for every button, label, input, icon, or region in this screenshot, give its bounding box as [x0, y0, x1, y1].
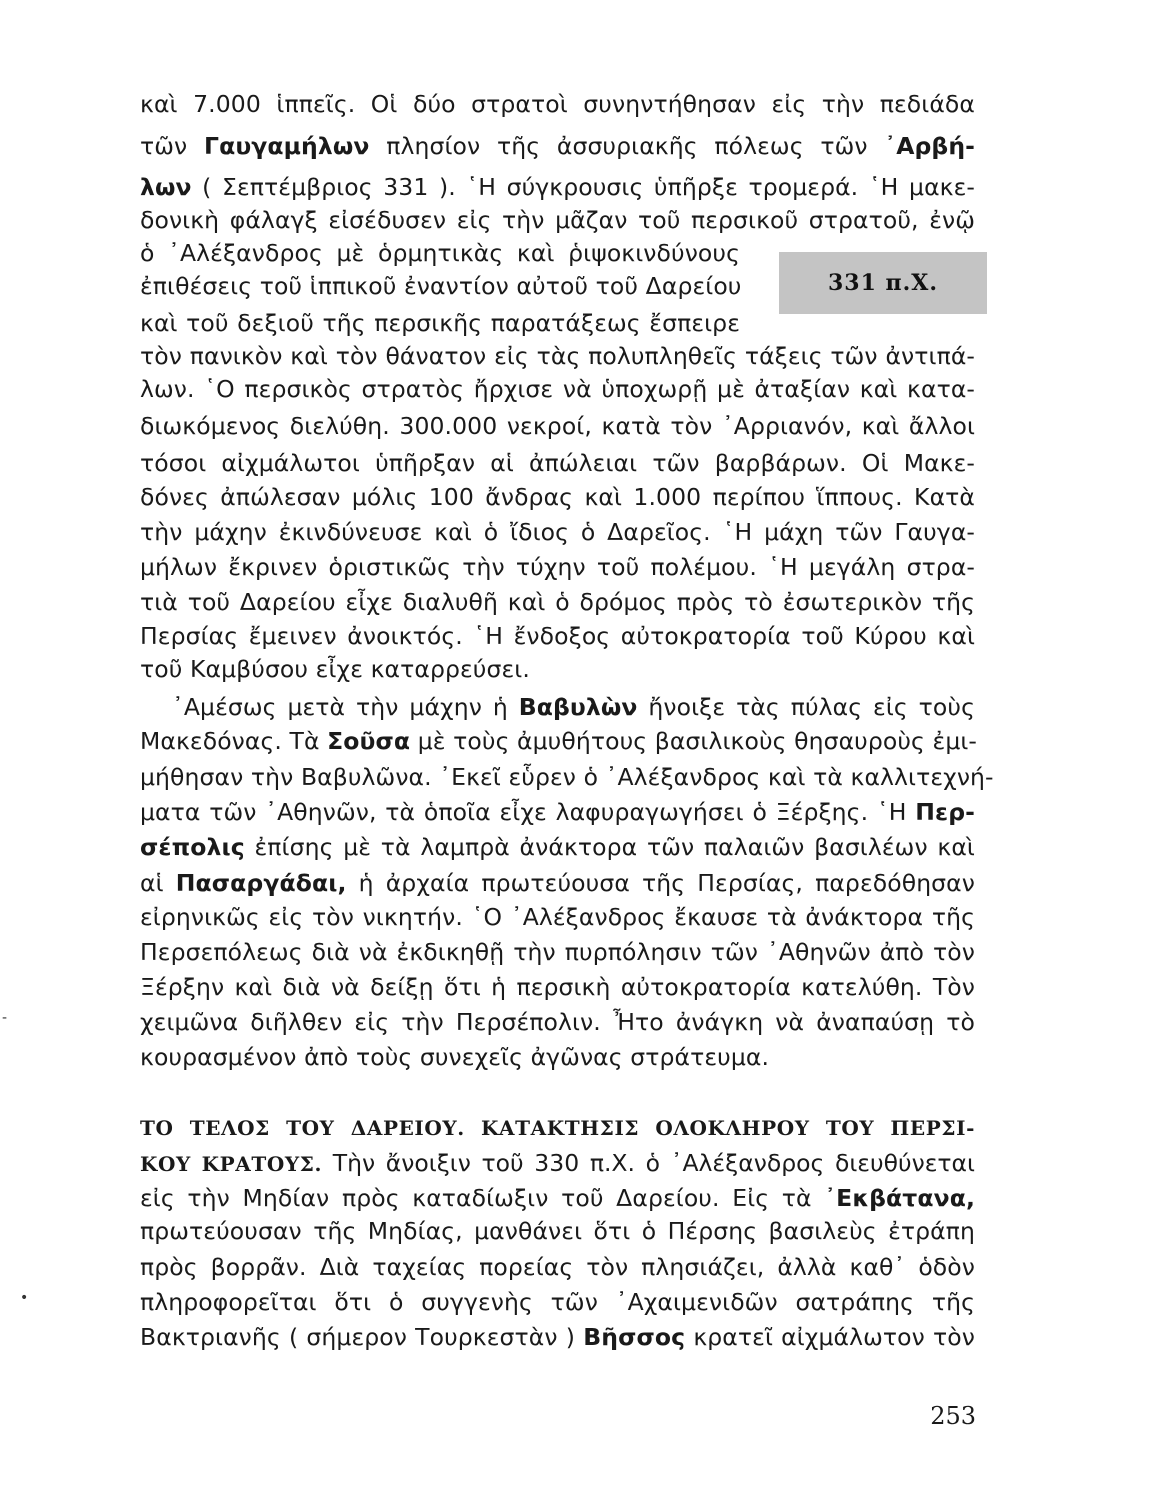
text-line: ᾿Αμέσως μετὰ τὴν μάχην ἡ Βαβυλὼν ἤνοιξε τὰς πύλας εἰς τοὺς — [172, 693, 976, 721]
text-line: τὸν πανικὸν καὶ τὸν θάνατον εἰς τὰς πολυπληθεῖς τάξεις τῶν ἀντιπά- — [140, 342, 975, 370]
place-name: Περ- — [915, 798, 975, 826]
text-line: λων. ῾Ο περσικὸς στρατὸς ἤρχισε νὰ ὑποχωρῇ μὲ ἀταξίαν καὶ κατα- — [140, 375, 975, 403]
text-line: κουρασμένον ἀπὸ τοὺς συνεχεῖς ἀγῶνας στράτευμα. — [140, 1043, 770, 1071]
side-date-box: 331 π.Χ. — [779, 252, 987, 314]
text-line: πρὸς βορρᾶν. Διὰ ταχείας πορείας τὸν πλησιάζει, ἀλλὰ καθ᾿ ὁδὸν — [140, 1253, 975, 1281]
text-line: δόνες ἀπώλεσαν μόλις 100 ἄνδρας καὶ 1.000 περίπου ἵππους. Κατὰ — [140, 483, 975, 511]
page-number: 253 — [930, 1402, 976, 1430]
text-line: μήλων ἔκρινεν ὁριστικῶς τὴν τύχην τοῦ πολέμου. ῾Η μεγάλη στρα- — [140, 553, 975, 581]
text-line: αἱ Πασαργάδαι, ἡ ἀρχαία πρωτεύουσα τῆς Περσίας, παρεδόθησαν — [140, 869, 975, 897]
text-line: πληροφορεῖται ὅτι ὁ συγγενὴς τῶν ᾿Αχαιμενιδῶν σατράπης τῆς — [140, 1288, 975, 1316]
text-line: τὴν μάχην ἐκινδύνευσε καὶ ὁ ἴδιος ὁ Δαρεῖος. ῾Η μάχη τῶν Γαυγα- — [140, 518, 975, 546]
text-line: Ξέρξην καὶ διὰ νὰ δείξῃ ὅτι ἡ περσικὴ αὐτοκρατορία κατελύθη. Τὸν — [140, 973, 975, 1001]
text-line: πρωτεύουσαν τῆς Μηδίας, μανθάνει ὅτι ὁ Πέρσης βασιλεὺς ἐτράπη — [140, 1217, 975, 1245]
text-line: Περσίας ἔμεινεν ἀνοικτός. ῾Η ἔνδοξος αὐτοκρατορία τοῦ Κύρου καὶ — [140, 622, 975, 650]
text-line: τοῦ Καμβύσου εἶχε καταρρεύσει. — [140, 655, 530, 683]
text-line: εἰρηνικῶς εἰς τὸν νικητήν. ῾Ο ᾿Αλέξανδρος ἔκαυσε τὰ ἀνάκτορα τῆς — [140, 903, 975, 931]
text-line: χειμῶνα διῆλθεν εἰς τὴν Περσέπολιν. Ἦτο ἀνάγκη νὰ ἀναπαύσῃ τὸ — [140, 1008, 975, 1036]
text-line: ὁ ᾿Αλέξανδρος μὲ ὁρμητικὰς καὶ ῥιψοκινδύνους — [140, 239, 740, 267]
place-name: λων — [140, 173, 192, 201]
text-line: Βακτριανῆς ( σήμερον Τουρκεστὰν ) Βῆσσος κρατεῖ αἰχμάλωτον τὸν — [140, 1323, 975, 1351]
text-line: τῶν Γαυγαμήλων πλησίον τῆς ἀσσυριακῆς πόλεως τῶν ᾿Αρβή- — [140, 132, 976, 160]
text-line: σέπολις ἐπίσης μὲ τὰ λαμπρὰ ἀνάκτορα τῶν παλαιῶν βασιλέων καὶ — [140, 833, 975, 861]
text-line: τιὰ τοῦ Δαρείου εἶχε διαλυθῆ καὶ ὁ δρόμος πρὸς τὸ ἐσωτερικὸν τῆς — [140, 588, 975, 616]
text-line: Μακεδόνας. Τὰ Σοῦσα μὲ τοὺς ἀμυθήτους βασιλικοὺς θησαυροὺς ἐμι- — [140, 727, 978, 755]
place-name: ᾿Εκβάτανα, — [824, 1184, 975, 1212]
text-line: ματα τῶν ᾿Αθηνῶν, τὰ ὁποῖα εἶχε λαφυραγωγήσει ὁ Ξέρξης. ῾Η Περ- — [140, 798, 975, 826]
place-name: σέπολις — [140, 833, 245, 861]
text-line: λων ( Σεπτέμβριος 331 ). ῾Η σύγκρουσις ὑπῆρξε τρομερά. ῾Η μακε- — [140, 173, 975, 201]
scan-mark: • — [20, 1290, 29, 1306]
person-name: Βῆσσος — [583, 1323, 686, 1351]
place-name: Γαυγαμήλων — [204, 132, 370, 160]
place-name: Πασαργάδαι, — [175, 869, 347, 897]
place-name: ᾿Αρβή- — [884, 132, 976, 160]
text-line: καὶ 7.000 ἱππεῖς. Οἱ δύο στρατοὶ συνηντήθησαν εἰς τὴν πεδιάδα — [140, 90, 975, 118]
text-line: καὶ τοῦ δεξιοῦ τῆς περσικῆς παρατάξεως ἔσπειρε — [140, 309, 740, 337]
text-line: διωκόμενος διελύθη. 300.000 νεκροί, κατὰ τὸν ᾿Αρριανόν, καὶ ἄλλοι — [140, 412, 975, 440]
place-name: Βαβυλὼν — [518, 693, 638, 721]
section-heading-continuation: ΚΟΥ ΚΡΑΤΟΥΣ. — [140, 1152, 323, 1176]
text-line: τόσοι αἰχμάλωτοι ὑπῆρξαν αἱ ἀπώλειαι τῶν βαρβάρων. Οἱ Μακε- — [140, 449, 975, 477]
text-line: δονικὴ φάλαγξ εἰσέδυσεν εἰς τὴν μᾶζαν τοῦ περσικοῦ στρατοῦ, ἐνῷ — [140, 206, 975, 234]
section-heading: ΤΟ ΤΕΛΟΣ ΤΟΥ ΔΑΡΕΙΟΥ. ΚΑΤΑΚΤΗΣΙΣ ΟΛΟΚΛΗΡΟΥ ΤΟΥ ΠΕΡΣΙ- — [140, 1116, 975, 1140]
scan-mark: - — [2, 1010, 8, 1026]
text-line: Περσεπόλεως διὰ νὰ ἐκδικηθῇ τὴν πυρπόλησιν τῶν ᾿Αθηνῶν ἀπὸ τὸν — [140, 938, 975, 966]
text-line: ἐπιθέσεις τοῦ ἱππικοῦ ἐναντίον αὐτοῦ τοῦ Δαρείου — [140, 272, 742, 300]
text-line: εἰς τὴν Μηδίαν πρὸς καταδίωξιν τοῦ Δαρείου. Εἰς τὰ ᾿Εκβάτανα, — [140, 1184, 975, 1212]
place-name: Σοῦσα — [327, 727, 411, 755]
text-line: ΚΟΥ ΚΡΑΤΟΥΣ. Τὴν ἄνοιξιν τοῦ 330 π.Χ. ὁ ᾿Αλέξανδρος διευθύνεται — [140, 1149, 975, 1177]
text-line: μήθησαν τὴν Βαβυλῶνα. ᾿Εκεῖ εὗρεν ὁ ᾿Αλέξανδρος καὶ τὰ καλλιτεχνή- — [140, 763, 994, 791]
